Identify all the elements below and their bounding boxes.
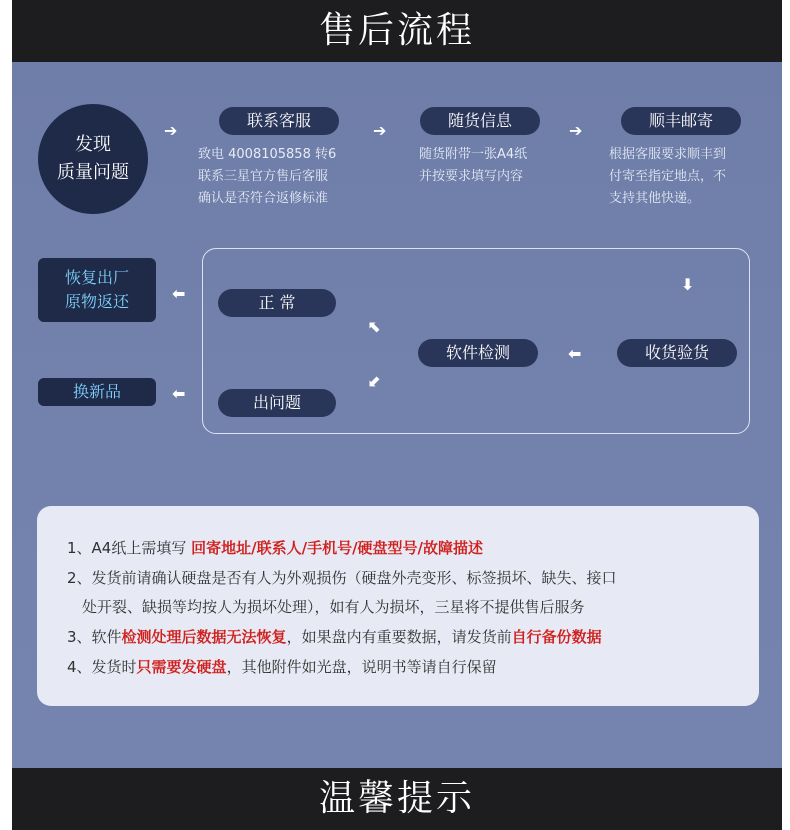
tip-text: 1、A4纸上需填写 <box>67 539 192 557</box>
process-panel <box>12 62 782 768</box>
step-software-check: 软件检测 <box>418 339 538 367</box>
step-sf-desc <box>609 144 726 210</box>
desc-line: 确认是否符合返修标准 <box>198 191 329 206</box>
arrow-right-icon: ➔ <box>164 121 178 140</box>
start-line-2: 质量问题 <box>57 162 129 183</box>
step-receive-inspect: 收货验货 <box>617 339 737 367</box>
tip-text: 4、发货时 <box>67 658 137 676</box>
tip-1 <box>67 538 483 558</box>
step-contact-service: 联系客服 <box>219 107 339 135</box>
tip-3 <box>67 627 602 647</box>
step-shipping-desc <box>419 144 527 188</box>
tip-highlight: 回寄地址/联系人/手机号/硬盘型号/故障描述 <box>191 539 484 557</box>
tip-4 <box>67 657 497 677</box>
result-normal: 正 常 <box>218 289 336 317</box>
desc-line: 并按要求填写内容 <box>419 169 524 184</box>
result-problem: 出问题 <box>218 389 336 417</box>
arrow-up-left-icon: ⬉ <box>368 317 382 336</box>
start-circle <box>38 104 148 214</box>
arrow-right-icon: ➔ <box>373 121 387 140</box>
desc-line: 致电 4008105858 转6 <box>198 147 337 162</box>
step-sf-express: 顺丰邮寄 <box>621 107 741 135</box>
arrow-down-left-icon: ⬋ <box>368 371 382 390</box>
desc-line: 联系三星官方售后客服 <box>198 169 329 184</box>
tip-highlight: 只需要发硬盘 <box>136 658 227 676</box>
arrow-left-icon: ⬅ <box>172 284 186 303</box>
page-frame <box>12 0 782 830</box>
step-contact-desc <box>198 144 336 210</box>
arrow-right-icon: ➔ <box>569 121 583 140</box>
footer-title: 温馨提示 <box>12 768 782 830</box>
result-replace: 换新品 <box>38 378 156 406</box>
arrow-left-icon: ⬅ <box>568 344 582 363</box>
inspection-flow-box <box>202 248 750 434</box>
desc-line: 随货附带一张A4纸 <box>419 147 528 162</box>
start-line-1: 发现 <box>75 134 111 155</box>
tip-2-continued <box>67 597 585 617</box>
step-shipping-info: 随货信息 <box>420 107 540 135</box>
tip-text: ，其他附件如光盘，说明书等请自行保留 <box>226 658 497 676</box>
desc-line: 根据客服要求顺丰到 <box>609 147 727 162</box>
result-restore <box>38 258 156 322</box>
tip-highlight: 检测处理后数据无法恢复 <box>121 628 287 646</box>
restore-line-1: 恢复出厂 <box>64 268 129 287</box>
tip-highlight: 自行备份数据 <box>511 628 602 646</box>
restore-line-2: 原物返还 <box>64 292 129 311</box>
tip-2 <box>67 568 617 588</box>
tip-text: 2、发货前请确认硬盘是否有人为外观损伤（硬盘外壳变形、标签损坏、缺失、接口 <box>67 569 617 587</box>
tips-card <box>37 506 759 706</box>
desc-line: 支持其他快递。 <box>609 191 701 206</box>
arrow-down-icon: ⬇ <box>681 275 695 294</box>
desc-line: 付寄至指定地点，不 <box>609 169 727 184</box>
tip-text: 3、软件 <box>67 628 122 646</box>
page-title: 售后流程 <box>12 0 782 62</box>
tip-text: ，如果盘内有重要数据，请发货前 <box>286 628 512 646</box>
tip-text: 处开裂、缺损等均按人为损坏处理），如有人为损坏，三星将不提供售后服务 <box>67 598 585 616</box>
arrow-left-icon: ⬅ <box>172 384 186 403</box>
